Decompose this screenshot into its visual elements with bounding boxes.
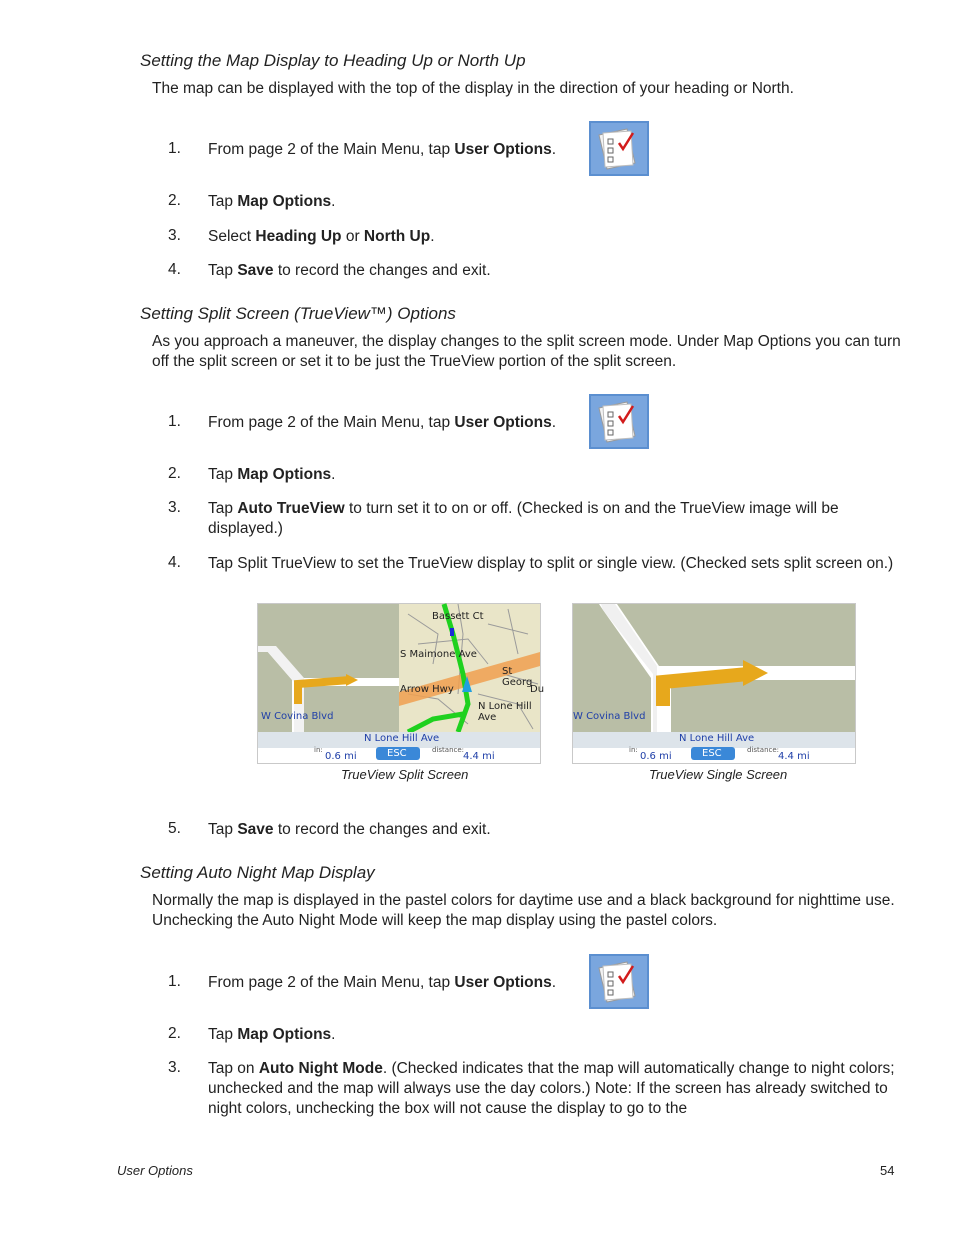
user-options-icon [589,394,649,449]
step-text: From page 2 of the Main Menu, tap User Options. [208,974,557,991]
step-text: Tap Auto TrueView to turn set it to on or off. (Checked is on and the TrueView image will be displayed.) [208,500,839,537]
step-text: Tap Map Options. [208,1026,336,1043]
step-number: 1. [168,973,181,990]
esc-button: ESC [387,748,407,759]
step-number: 2. [168,192,181,209]
section-intro: As you approach a maneuver, the display changes to the split screen mode. Under Map Options you can turn off the split screen or set it to be just the TrueView portion of the split screen. [152,333,901,370]
section-heading-heading-north-up: Setting the Map Display to Heading Up or North Up [140,51,526,70]
map-distance-label: distance: [747,746,780,754]
step-number: 4. [168,261,181,278]
map-street-label: W Covina Blvd [573,711,646,722]
user-options-icon [589,121,649,176]
map-distance-label: distance: [432,746,465,754]
page-number: 54 [880,1163,895,1178]
map-street-bar: N Lone Hill Ave [364,733,440,744]
step-number: 3. [168,499,181,516]
footer-section-name: User Options [117,1163,193,1178]
map-distance-value: 4.4 mi [778,751,810,762]
step-text: Select Heading Up or North Up. [208,228,435,245]
step-text: Tap on Auto Night Mode. (Checked indicates that the map will automatically change to night colors; unchecked and the map will always use the day colors.) Note: If the screen has already switched to night colors, unchecking the box will not cause the display to go to the [208,1060,895,1117]
step-number: 1. [168,413,181,430]
trueview-single-screen-image [572,603,856,764]
map-street-label: N Lone Hill Ave [478,701,532,723]
map-street-bar: N Lone Hill Ave [679,733,755,744]
step-number: 3. [168,1059,181,1076]
step-number: 4. [168,554,181,571]
step-text: Tap Save to record the changes and exit. [208,821,491,838]
map-distance-value: 4.4 mi [463,751,495,762]
step-text: Tap Map Options. [208,466,336,483]
map-in-label: in: [629,746,638,754]
step-text: From page 2 of the Main Menu, tap User Options. [208,141,557,158]
map-in-label: in: [314,746,323,754]
map-in-value: 0.6 mi [325,751,357,762]
step-number: 3. [168,227,181,244]
step-text: From page 2 of the Main Menu, tap User Options. [208,414,557,431]
map-street-label: W Covina Blvd [261,711,334,722]
trueview-split-screen-image [257,603,545,764]
section-heading-split-screen: Setting Split Screen (TrueView™) Options [140,304,456,323]
map-street-label: Bassett Ct [432,611,484,622]
map-street-label: S Maimone Ave [400,649,477,660]
step-number: 2. [168,465,181,482]
map-street-label: St Georg [502,666,533,688]
step-number: 5. [168,820,181,837]
section-intro: The map can be displayed with the top of the display in the direction of your heading or North. [152,80,794,97]
image-caption: TrueView Split Screen [341,767,469,782]
step-text: Tap Split TrueView to set the TrueView display to split or single view. (Checked sets split screen on.) [208,555,894,572]
esc-button: ESC [702,748,722,759]
step-text: Tap Save to record the changes and exit. [208,262,491,279]
step-number: 2. [168,1025,181,1042]
map-in-value: 0.6 mi [640,751,672,762]
map-street-label: Arrow Hwy [400,684,454,695]
section-intro: Normally the map is displayed in the pastel colors for daytime use and a black background for nighttime use. Unchecking the Auto Night Mode will keep the map display using the pastel colors. [152,892,895,929]
step-text: Tap Map Options. [208,193,336,210]
section-heading-auto-night: Setting Auto Night Map Display [140,863,375,882]
step-number: 1. [168,140,181,157]
user-options-icon [589,954,649,1009]
image-caption: TrueView Single Screen [649,767,788,782]
map-street-label: Du [530,684,545,695]
